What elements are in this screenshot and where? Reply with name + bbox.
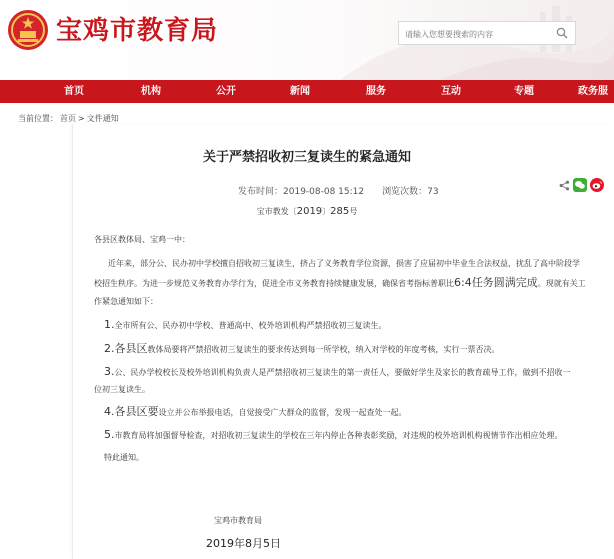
weibo-share-button[interactable] xyxy=(590,178,604,192)
wechat-share-button[interactable] xyxy=(573,178,587,192)
doc-mid: 〕 xyxy=(322,207,331,216)
document-number xyxy=(0,206,614,217)
item-4-text: 设立并公布举报电话，自觉接受广大群众的监督，发现一起查处一起。 xyxy=(158,408,407,417)
greeting: 各县区教体局、宝鸡一中： xyxy=(94,235,190,244)
site-header xyxy=(0,0,614,80)
search-button[interactable] xyxy=(549,22,575,44)
breadcrumb xyxy=(18,113,121,124)
nav-item-home[interactable]: 首页 xyxy=(64,86,84,97)
search-box xyxy=(398,21,576,45)
article-title: 关于严禁招收初三复读生的紧急通知 xyxy=(202,150,411,165)
intro-line-1: 近年来，部分公、民办初中学校擅自招收初三复读生，挤占了义务教育学位资源，损害了应届初中毕业生合法权益，扰乱了高中阶段学 xyxy=(108,259,580,268)
share-button[interactable] xyxy=(559,180,570,191)
intro-line-2 xyxy=(94,276,606,291)
weibo-icon xyxy=(590,178,604,192)
wechat-icon xyxy=(573,178,587,192)
article-meta xyxy=(238,184,439,197)
item-1-text: 全市所有公、民办初中学校、普通高中、校外培训机构严禁招收初三复读生。 xyxy=(114,321,387,330)
breadcrumb-home[interactable]: 首页 xyxy=(60,114,76,123)
item-4 xyxy=(104,405,614,420)
item-1 xyxy=(104,318,614,333)
intro-line-2-post: 。现就有关工 xyxy=(537,279,586,288)
nav-item-interaction[interactable]: 互动 xyxy=(441,86,461,97)
item-3-number: 3. xyxy=(104,365,115,378)
breadcrumb-prefix: 当前位置： xyxy=(18,114,58,123)
item-3-line-2: 位初三复读生。 xyxy=(94,385,150,394)
search-icon xyxy=(556,27,568,39)
item-4-number: 4.各县区要 xyxy=(104,405,159,418)
item-5 xyxy=(104,428,614,443)
item-2-number: 2.各县区 xyxy=(104,342,148,355)
nav-item-topic[interactable]: 专题 xyxy=(514,86,534,97)
sign-date: 2019年8月5日 xyxy=(206,537,281,550)
national-emblem-logo xyxy=(6,8,50,52)
breadcrumb-separator: > xyxy=(78,114,85,123)
views-count: 73 xyxy=(427,187,439,197)
site-title[interactable]: 宝鸡市教育局 xyxy=(56,16,219,46)
breadcrumb-current[interactable]: 文件通知 xyxy=(86,114,119,123)
doc-num: 285 xyxy=(330,206,350,217)
item-1-number: 1. xyxy=(104,318,115,331)
nav-item-service[interactable]: 服务 xyxy=(366,86,386,97)
nav-item-agency[interactable]: 机构 xyxy=(141,86,161,97)
intro-line-3: 作紧急通知如下： xyxy=(94,297,158,306)
item-3-line-1 xyxy=(104,365,614,380)
share-bar xyxy=(556,178,604,192)
item-2-text: 教体局要将严禁招收初三复读生的要求传达到每一所学校，纳入对学校的年度考核，实行一票否决。 xyxy=(147,345,500,354)
share-icon xyxy=(559,180,570,191)
item-3-text-1: 公、民办学校校长及校外培训机构负责人是严禁招收初三复读生的第一责任人，要做好学生及家长的教育疏导工作，做到不招收一 xyxy=(114,368,571,377)
doc-suffix: 号 xyxy=(349,207,358,216)
closing: 特此通知。 xyxy=(104,453,144,462)
search-input[interactable] xyxy=(399,24,549,46)
signature: 宝鸡市教育局 xyxy=(214,516,262,525)
doc-prefix: 宝市教发〔 xyxy=(256,207,297,216)
main-nav xyxy=(0,80,614,103)
intro-line-2-pre: 校招生秩序。为进一步规范义务教育办学行为，促进全市义务教育持续健康发展，确保省考指标普职比 xyxy=(94,279,454,288)
item-2 xyxy=(104,342,614,357)
nav-item-news[interactable]: 新闻 xyxy=(290,86,310,97)
nav-item-gov-service[interactable]: 政务服 xyxy=(578,86,608,97)
publish-time-label: 发布时间： xyxy=(238,187,284,197)
item-5-text: 市教育局将加强督导检查，对招收初三复读生的学校在三年内停止各种表彰奖励，对违规的校外培训机构视情节作出相应处理。 xyxy=(114,431,563,440)
intro-line-2-highlight: 6:4任务圆满完成 xyxy=(454,276,538,289)
nav-item-public[interactable]: 公开 xyxy=(216,86,236,97)
publish-time: 2019-08-08 15:12 xyxy=(283,187,365,197)
views-label: 浏览次数： xyxy=(382,187,428,197)
doc-year: 2019 xyxy=(296,206,323,217)
item-5-number: 5. xyxy=(104,428,115,441)
